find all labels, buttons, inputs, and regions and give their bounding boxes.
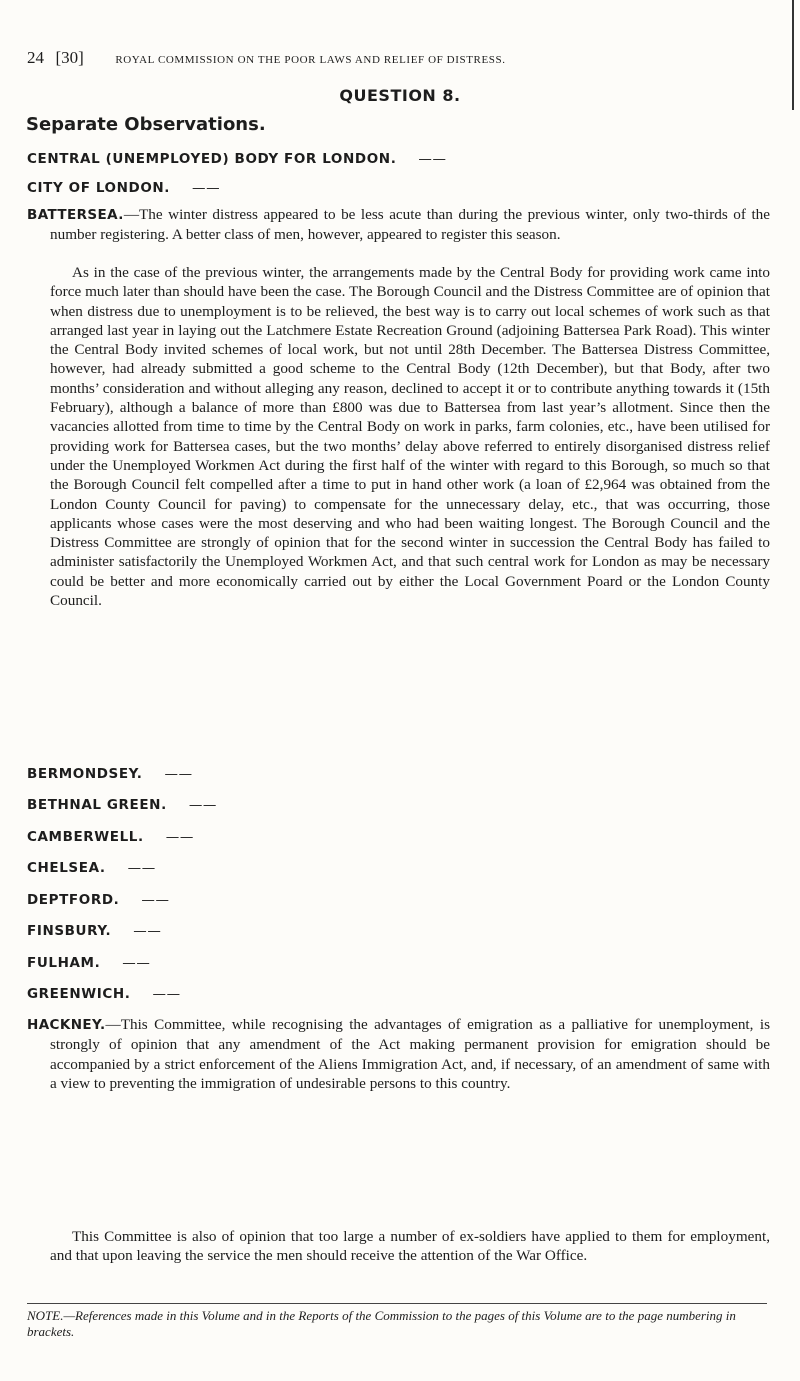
central-body-heading [27, 151, 447, 167]
borough-label: DEPTFORD. [27, 892, 120, 908]
borough-bermondsey [27, 766, 193, 782]
borough-dash: —— [127, 860, 156, 876]
footnote: NOTE.—References made in this Volume and in the Reports of the Commission to the pages of this Volume are to the page numbering in brackets. [27, 1308, 736, 1339]
borough-label: FULHAM. [27, 955, 101, 971]
borough-bethnal-green [27, 797, 217, 813]
section-title: Separate Observations. [26, 114, 266, 135]
borough-label: GREENWICH. [27, 986, 131, 1002]
borough-label: BERMONDSEY. [27, 766, 143, 782]
borough-dash: —— [122, 955, 151, 971]
battersea-text-1: —The winter distress appeared to be less acute than during the previous winter, only two-thirds of the number registering. A better class of men, however, appeared to register this season. [50, 206, 770, 244]
city-heading [27, 180, 220, 196]
hackney-text-2: This Committee is also of opinion that too large a number of ex-soldiers have applied to them for employment, and that upon leaving the service the men should receive the attention of the War Office. [50, 1228, 770, 1265]
hackney-label: HACKNEY. [27, 1017, 106, 1033]
borough-greenwich [27, 986, 181, 1002]
battersea-label: BATTERSEA. [27, 207, 124, 223]
borough-label: BETHNAL GREEN. [27, 797, 167, 813]
borough-dash: —— [164, 766, 193, 782]
battersea-text-2: As in the case of the previous winter, the arrangements made by the Central Body for providing work came into force much later than should have been the case. The Borough Council and the Distress Committee are of opinion that when distress due to unemployment is to be relieved, the best way is to carry out local schemes of work such as that arranged last year in laying out the Latchmere Estate Recreation Ground (adjoining Battersea Park Road). This winter the Central Body invited schemes of local work, but not until 28th December. The Battersea Distress Committee, however, had already submitted a good scheme to the Central Body (12th December), but that Body, after two months’ consideration and without alleging any reason, declined to accept it or to contribute anything towards it (15th February), although a balance of more than £800 was due to Battersea from last year’s allotment. Since then the vacancies allotted from time to time by the Central Body on work in parks, farm colonies, etc., have been utilised for providing work for Battersea cases, but the two months’ delay above referred to entirely disorganised distress relief under the Unemployed Workmen Act during the first half of the winter with regard to this Borough, so much so that the Borough Council felt compelled after a time to put in hand other work (a loan of £2,964 was obtained from the London County Council for paving) to compensate for the unnecessary delay, etc., that was occurring, those applicants whose cases were the most deserving and who had been waiting longest. The Borough Council and the Distress Committee are strongly of opinion that for the second winter in succession the Central Body has failed to administer satisfactorily the Unemployed Workmen Act, and that such central work for London as may be necessary could be better and more economically carried out by either the Local Government Poard or the London County Council. [50, 264, 770, 610]
borough-label: CHELSEA. [27, 860, 106, 876]
borough-dash: —— [165, 829, 194, 845]
hackney-paragraph-1 [27, 1015, 770, 1093]
running-head: ROYAL COMMISSION ON THE POOR LAWS AND RELIEF OF DISTRESS. [115, 54, 506, 66]
borough-finsbury [27, 923, 161, 939]
hackney-text-1: —This Committee, while recognising the advantages of emigration as a palliative for unemployment, is strongly of opinion that any amendment of the Act making permanent provision for emigration should be accompanied by a strict enforcement of the Aliens Immigration Act, and, if necessary, of an amendment of same with a view to preventing the immigration of undesirable persons to this country. [50, 1016, 770, 1092]
city-dash: —— [192, 180, 221, 196]
borough-label: CAMBERWELL. [27, 829, 144, 845]
borough-dash: —— [141, 892, 170, 908]
borough-dash: —— [188, 797, 218, 813]
hackney-paragraph-2 [50, 1227, 770, 1266]
borough-dash: —— [133, 923, 162, 939]
borough-dash: —— [152, 986, 181, 1002]
question-title: QUESTION 8. [339, 86, 461, 105]
battersea-paragraph-1 [27, 205, 770, 245]
central-body-label: CENTRAL (UNEMPLOYED) BODY FOR LONDON. [27, 151, 397, 167]
page-header [27, 48, 727, 68]
borough-label: FINSBURY. [27, 923, 112, 939]
city-label: CITY OF LONDON. [27, 180, 171, 196]
borough-fulham [27, 955, 151, 971]
battersea-paragraph-2 [50, 263, 770, 610]
borough-chelsea [27, 860, 156, 876]
page-number: 24 [27, 48, 44, 67]
footnote-rule [27, 1303, 767, 1304]
central-body-dash: —— [418, 151, 447, 167]
borough-camberwell [27, 829, 194, 845]
borough-deptford [27, 892, 170, 908]
page-bracket-number: [30] [55, 48, 84, 67]
